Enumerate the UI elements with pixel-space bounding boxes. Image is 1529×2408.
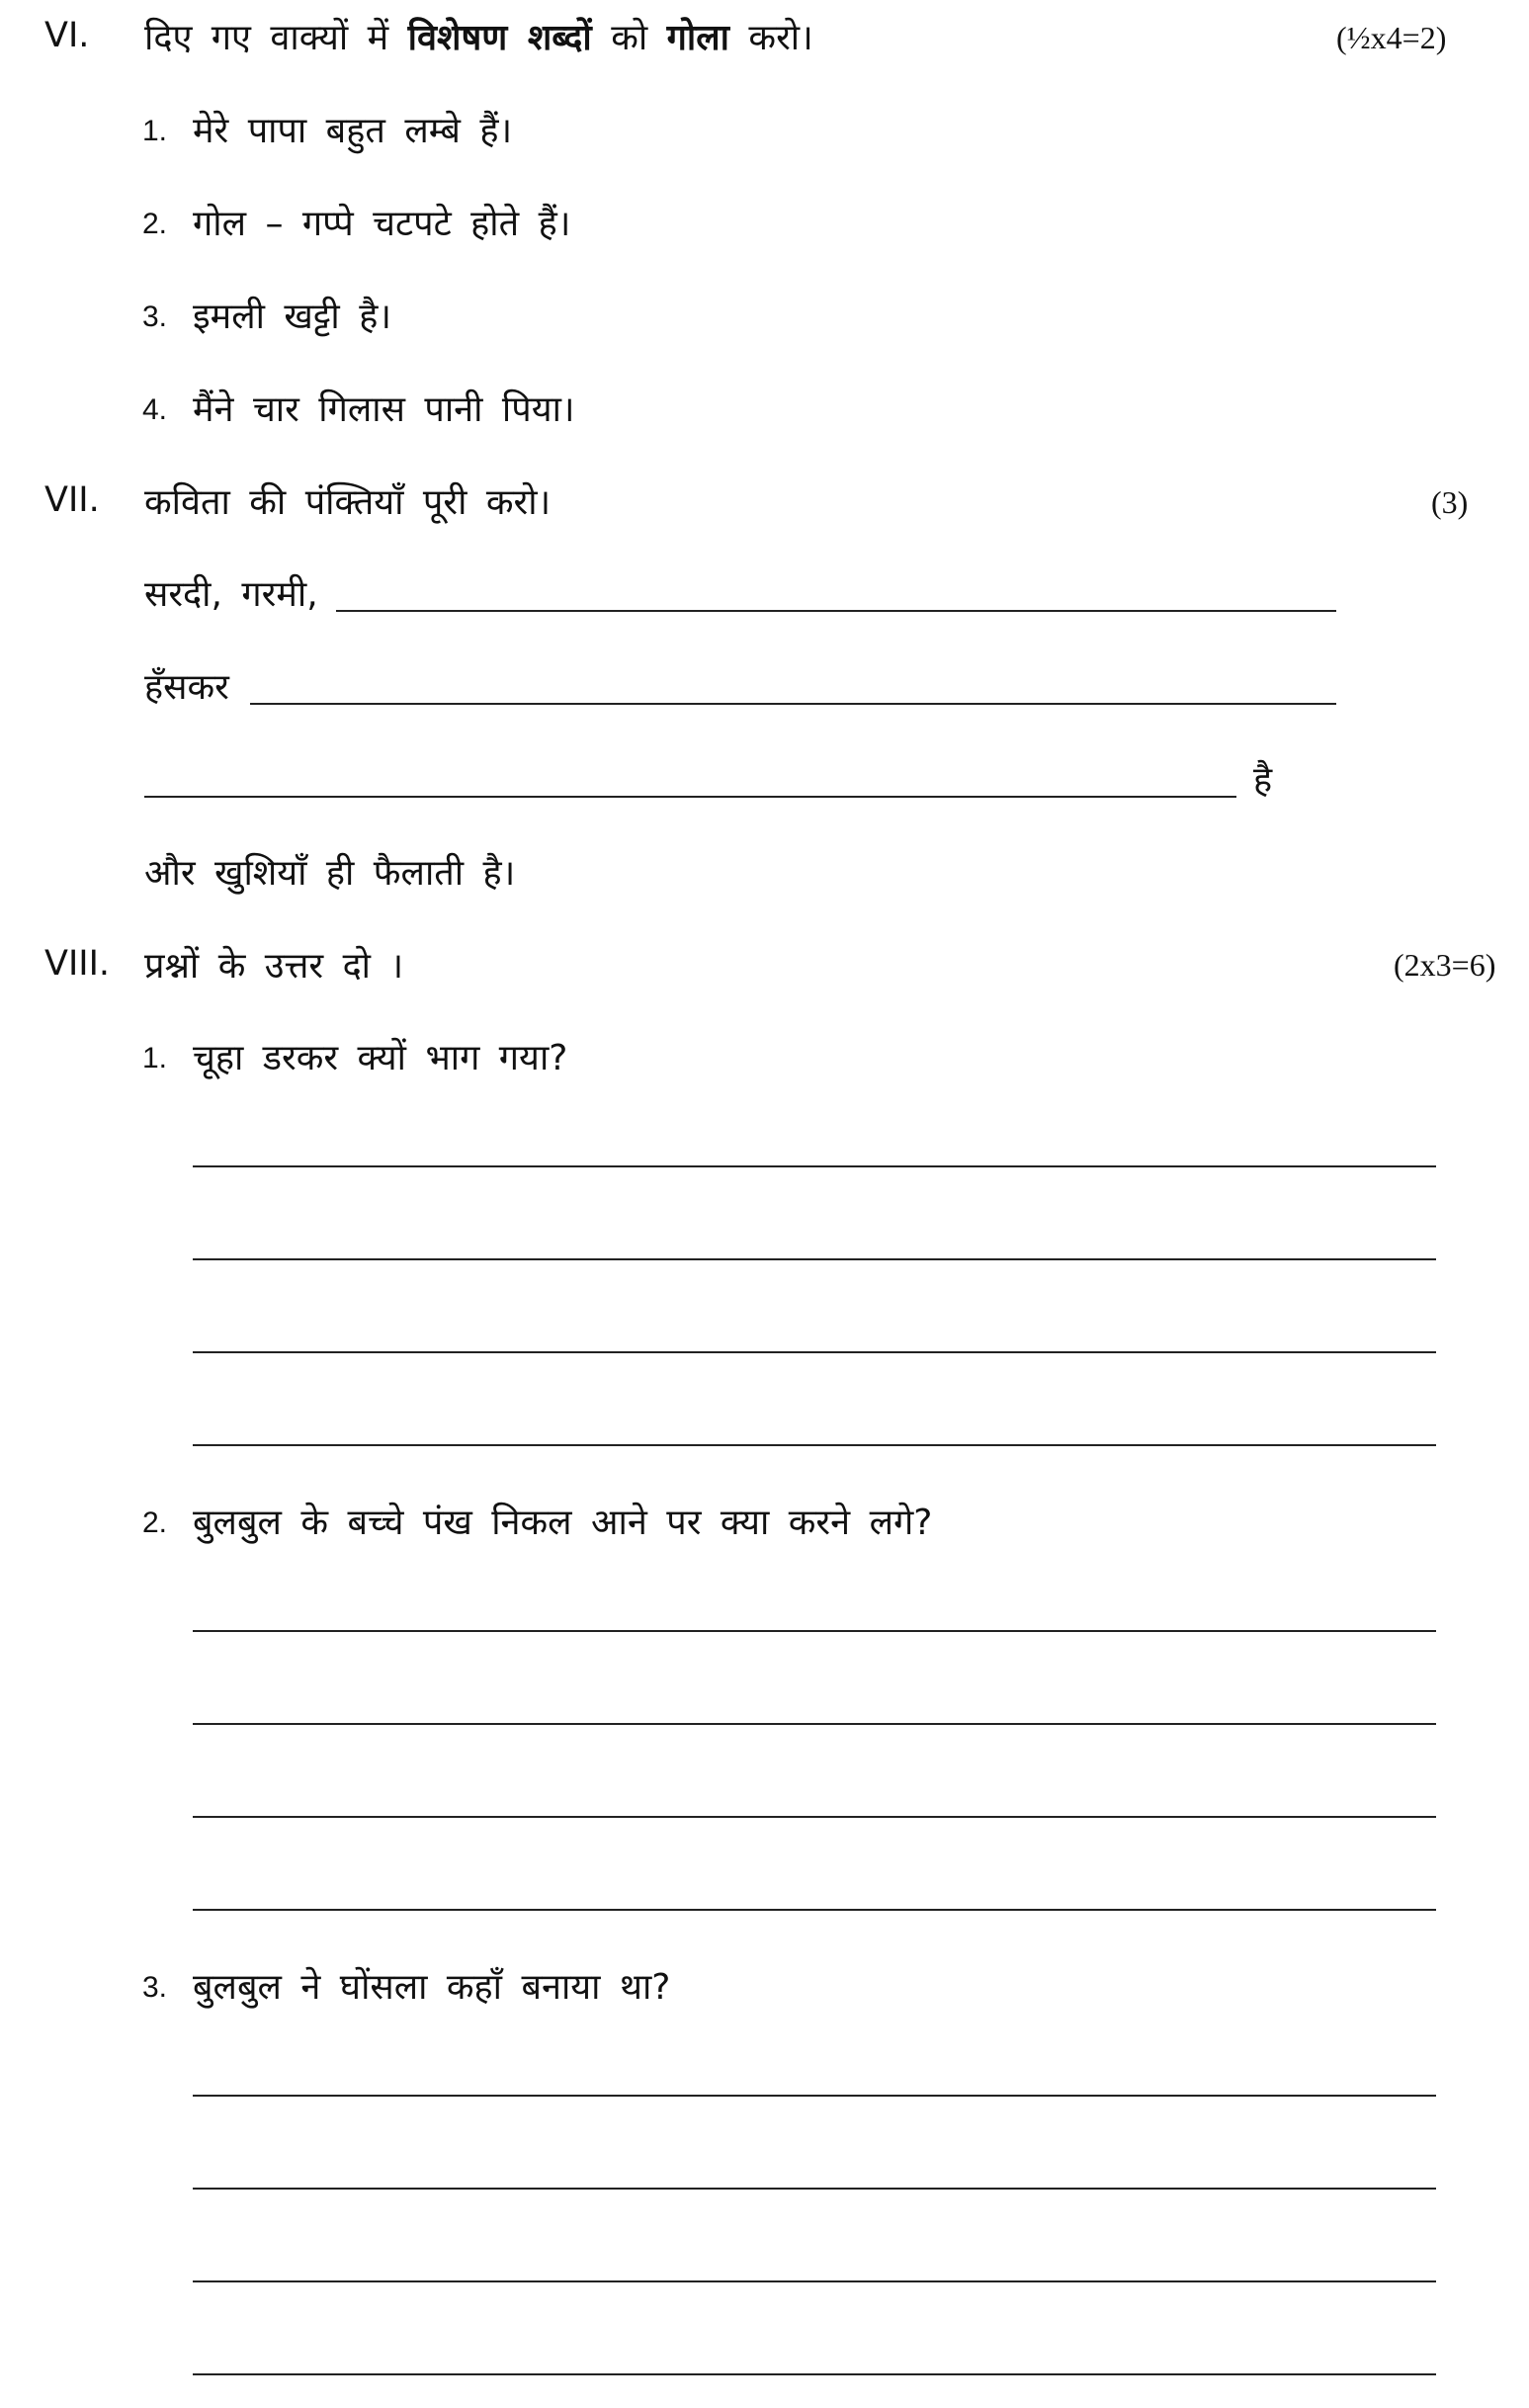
poem-blank-line-3[interactable] — [144, 796, 1236, 798]
section-7-marks: (3) — [1431, 484, 1469, 520]
poem-line-1-prefix: सरदी, गरमी, — [144, 574, 318, 615]
answer-line[interactable] — [193, 2280, 1436, 2282]
item-sentence: इमली खट्टी है। — [193, 297, 391, 337]
question-number: 3. — [142, 1971, 168, 2004]
answer-line[interactable] — [193, 1723, 1436, 1725]
item-number: 4. — [142, 393, 168, 426]
answer-line[interactable] — [193, 1909, 1436, 1911]
section-8-instruction: प्रश्नों के उत्तर दो । — [144, 946, 404, 987]
answer-line[interactable] — [193, 2373, 1436, 2375]
answer-line[interactable] — [193, 1351, 1436, 1353]
section-6-marks: (½x4=2) — [1336, 20, 1447, 55]
answer-line[interactable] — [193, 1816, 1436, 1818]
section-7-number: VII. — [44, 480, 100, 520]
section-7-instruction: कविता की पंक्तियाँ पूरी करो। — [144, 482, 552, 523]
question-text: बुलबुल ने घोंसला कहाँ बनाया था? — [193, 1967, 671, 2008]
section-8-number: VIII. — [44, 944, 111, 984]
answer-line[interactable] — [193, 1630, 1436, 1632]
instruction-text: को — [611, 18, 648, 58]
section-6-instruction — [144, 12, 813, 60]
instruction-bold-text: गोला — [666, 18, 729, 58]
poem-line-4: और खुशियाँ ही फैलाती है। — [144, 853, 516, 894]
item-sentence: मैंने चार गिलास पानी पिया। — [193, 389, 575, 430]
question-number: 1. — [142, 1042, 168, 1075]
section-6-number: VI. — [44, 16, 90, 55]
instruction-text: दिए गए वाक्यों में — [144, 18, 389, 58]
answer-line[interactable] — [193, 2188, 1436, 2190]
question-number: 2. — [142, 1506, 168, 1539]
instruction-bold-text: विशेषण शब्दों — [407, 18, 592, 58]
poem-line-3-suffix: है — [1253, 760, 1273, 801]
answer-line[interactable] — [193, 1444, 1436, 1446]
item-number: 2. — [142, 208, 168, 240]
item-sentence: गोल – गप्पे चटपटे होते हैं। — [193, 204, 571, 244]
section-8-marks: (2x3=6) — [1394, 947, 1496, 983]
instruction-text: करो। — [748, 18, 813, 58]
item-sentence: मेरे पापा बहुत लम्बे हैं। — [193, 111, 513, 151]
item-number: 1. — [142, 115, 168, 147]
poem-blank-line-2[interactable] — [250, 703, 1336, 705]
item-number: 3. — [142, 301, 168, 333]
answer-line[interactable] — [193, 2095, 1436, 2097]
question-text: बुलबुल के बच्चे पंख निकल आने पर क्या करने लगे? — [193, 1503, 933, 1543]
poem-line-2-prefix: हँसकर — [144, 667, 229, 708]
question-text: चूहा डरकर क्यों भाग गया? — [193, 1038, 568, 1078]
answer-line[interactable] — [193, 1258, 1436, 1260]
poem-blank-line-1[interactable] — [336, 610, 1336, 612]
answer-line[interactable] — [193, 1165, 1436, 1167]
